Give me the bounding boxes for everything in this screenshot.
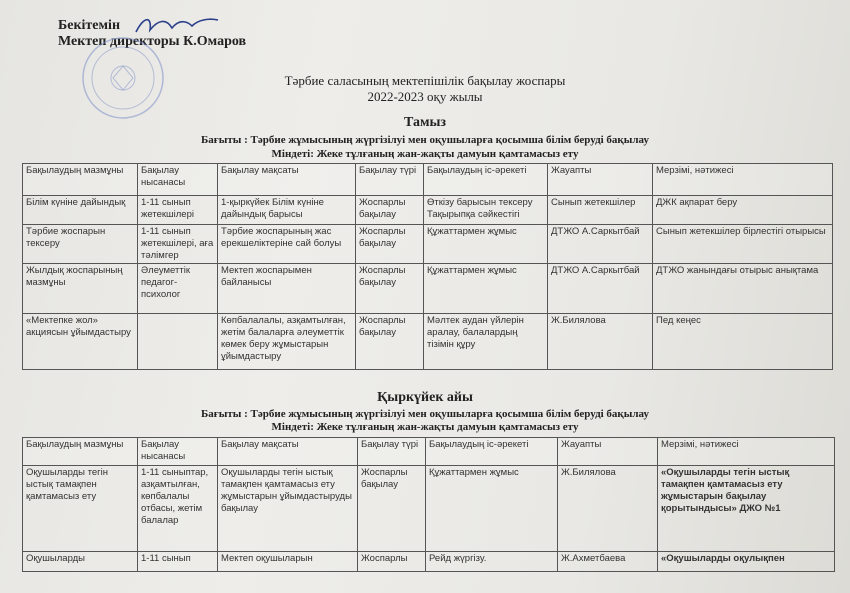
table-cell: Рейд жүргізу.: [426, 552, 558, 572]
section-direction: Бағыты : Тәрбие жұмысының жүргізілуі мен оқушыларға қосымша білім беруді бақылау: [201, 408, 649, 420]
table-cell: ДЖК ақпарат беру: [653, 196, 833, 225]
table-cell: Тәрбие жоспарының жас ерекшеліктеріне сай болуы: [218, 225, 356, 264]
table-cell: 1-11 сынып жетекшілері, аға тәлімгер: [138, 225, 218, 264]
table-cell: Құжаттармен жұмыс: [424, 225, 548, 264]
column-header: Бақылау нысанасы: [138, 438, 218, 466]
table-cell: 1-11 сынып: [138, 552, 218, 572]
table-row: [23, 552, 835, 572]
table-cell: Жоспарлы бақылау: [356, 264, 424, 314]
table-cell: [138, 314, 218, 370]
table-cell: Тәрбие жоспарын тексеру: [23, 225, 138, 264]
table-cell: ДТЖО А.Саркытбай: [548, 264, 653, 314]
section-task: Міндеті: Жеке тұлғаның жан-жақты дамуын қамтамасыз ету: [271, 148, 579, 160]
table-cell: Жылдық жоспарының мазмұны: [23, 264, 138, 314]
table-row: [23, 196, 833, 225]
table-cell: Оқушыларды тегін ыстық тамақпен қамтамасыз ету жұмыстарын ұйымдастыруды бақылау: [218, 466, 358, 552]
table-cell: Пед кеңес: [653, 314, 833, 370]
table-cell: Сынып жетекшілер: [548, 196, 653, 225]
table-row: [23, 314, 833, 370]
table-header-row: [23, 164, 833, 196]
table-cell: «Оқушыларды оқулықпен: [658, 552, 835, 572]
column-header: Бақылау түрі: [358, 438, 426, 466]
section-month: Тамыз: [403, 115, 447, 130]
table-cell: Көпбалалалы, азқамтылған, жетім балаларға әлеуметтік көмек беру жұмыстарын ұйымдастыру: [218, 314, 356, 370]
table-cell: Оқушыларды: [23, 552, 138, 572]
table-cell: Құжаттармен жұмыс: [426, 466, 558, 552]
table-cell: Ж.Билялова: [548, 314, 653, 370]
column-header: Бақылаудың іс-әрекеті: [426, 438, 558, 466]
table-cell: Мектеп жоспарымен байланысы: [218, 264, 356, 314]
table-row: [23, 225, 833, 264]
plan-table-august: [22, 163, 833, 370]
column-header: Мерзімі, нәтижесі: [653, 164, 833, 196]
table-cell: Жоспарлы бақылау: [358, 466, 426, 552]
table-cell: Ж.Ахметбаева: [558, 552, 658, 572]
table-cell: Жоспарлы бақылау: [356, 314, 424, 370]
table-cell: Құжаттармен жұмыс: [424, 264, 548, 314]
section-direction: Бағыты : Тәрбие жұмысының жүргізілуі мен оқушыларға қосымша білім беруді бақылау: [201, 134, 649, 146]
column-header: Бақылаудың мазмұны: [23, 164, 138, 196]
section-month: Қыркүйек айы: [377, 390, 473, 405]
table-cell: 1-11 сынып жетекшілері: [138, 196, 218, 225]
column-header: Жауапты: [558, 438, 658, 466]
column-header: Бақылау мақсаты: [218, 164, 356, 196]
document-title: Тәрбие саласының мектепішілік бақылау жоспары: [284, 73, 566, 88]
table-cell: Өткізу барысын тексеру Тақырыпқа сәйкестігі: [424, 196, 548, 225]
approval-line-1: Бекітемін: [58, 18, 121, 33]
table-cell: Мәлтек аудан үйлерін аралау, балалардың тізімін құру: [424, 314, 548, 370]
table-cell: Білім күніне дайындық: [23, 196, 138, 225]
table-header-row: [23, 438, 835, 466]
table-cell: Жоспарлы бақылау: [356, 196, 424, 225]
column-header: Бақылау түрі: [356, 164, 424, 196]
table-cell: Ж.Билялова: [558, 466, 658, 552]
column-header: Бақылаудың іс-әрекеті: [424, 164, 548, 196]
table-cell: ДТЖО А.Саркытбай: [548, 225, 653, 264]
table-row: [23, 466, 835, 552]
table-row: [23, 264, 833, 314]
table-cell: «Мектепке жол» акциясын ұйымдастыру: [23, 314, 138, 370]
column-header: Жауапты: [548, 164, 653, 196]
table-cell: 1-11 сыныптар, азқамтылған, көпбалалы отбасы, жетім балалар: [138, 466, 218, 552]
section-task: Міндеті: Жеке тұлғаның жан-жақты дамуын қамтамасыз ету: [271, 421, 579, 433]
table-cell: Мектеп оқушыларын: [218, 552, 358, 572]
table-cell: Жоспарлы: [358, 552, 426, 572]
table-cell: Сынып жетекшілер бірлестігі отырысы: [653, 225, 833, 264]
table-cell: Оқушыларды тегін ыстық тамақпен қамтамасыз ету: [23, 466, 138, 552]
document-year: 2022-2023 оқу жылы: [367, 89, 483, 104]
column-header: Бақылаудың мазмұны: [23, 438, 138, 466]
column-header: Мерзімі, нәтижесі: [658, 438, 835, 466]
table-cell: Әлеуметтік педагог-психолог: [138, 264, 218, 314]
plan-table-september: [22, 437, 835, 572]
approval-line-2: Мектеп директоры К.Омаров: [58, 34, 247, 49]
column-header: Бақылау мақсаты: [218, 438, 358, 466]
table-cell: ДТЖО жанындағы отырыс анықтама: [653, 264, 833, 314]
table-cell: 1-қыркүйек Білім күніне дайындық барысы: [218, 196, 356, 225]
column-header: Бақылау нысанасы: [138, 164, 218, 196]
table-cell: Жоспарлы бақылау: [356, 225, 424, 264]
table-cell: «Оқушыларды тегін ыстық тамақпен қамтамасыз ету жұмыстарын бақылау қорытындысы» ДЖО №1: [658, 466, 835, 552]
